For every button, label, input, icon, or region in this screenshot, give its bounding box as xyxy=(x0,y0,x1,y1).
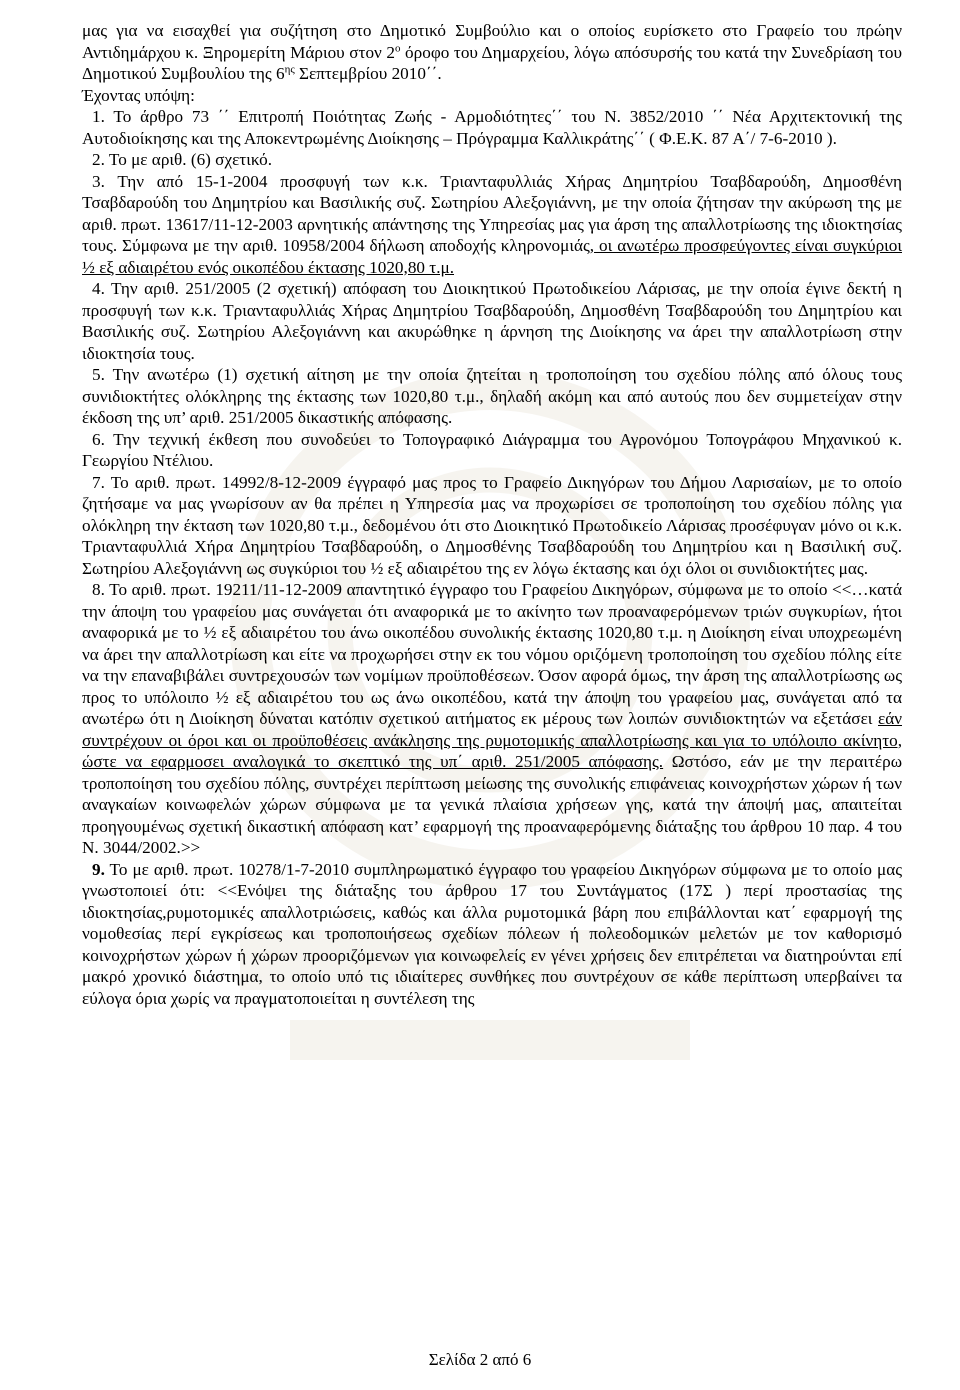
considering-label: Έχοντας υπόψη: xyxy=(82,85,195,105)
item-2: 2. Το με αριθ. (6) σχετικό. xyxy=(92,150,272,169)
item-8-text: 8. Το αριθ. πρωτ. 19211/11-12-2009 απαντητικό έγγραφο του Γραφείου Δικηγόρων, σύμφωνα με το οποίο <<…κατά την άποψη του γραφείου μας συνάγεται ότι αναφορικά με το ακίνητο των προαναφερόμενων τριών συγκυρίων, ήτοι αναφορικά με το ½ εξ αδιαιρέτου του άνω οικοπέδου συνολικής έκτασης 1020,80 τ.μ. η Διοίκηση είναι υποχρεωμένη να άρει την απαλλοτρίωση και είτε να προχωρήσει στην εκ του νόμου οριζόμενη τροποποίηση του σχεδίου πόλης είτε να την επαναβιβάλει συντρεχουσών των νομίμων προϋποθέσεων. Όσον αφορά όμως, την άρση της απαλλοτρίωσης ως προς το υπόλοιπο ½ εξ αδιαιρέτου του ως άνω οικοπέδου, κατά την άποψη του γραφείου μας, συνάγεται από τα ανωτέρω ότι η Διοίκηση δύναται κατόπιν σχετικού αιτήματος εκ μέρους των λοιπών συνιδιοκτητών να εξετάσει xyxy=(82,580,902,728)
text-line: απόσυρσής του κατά την Συνεδρίαση του Δημοτικού Συμβουλίου της 6 xyxy=(82,42,902,83)
intro-paragraph xyxy=(82,20,902,85)
item-8-underlined: εάν συντρέχουν οι όροι και οι προϋποθέσεις ανάκλησης της ρυμοτομικής απαλλοτρίωσης και για το υπόλοιπο ακίνητο, ώστε να εφαρμοσει αναλογικά το σκεπτικό της υπ΄ αριθ. 251/2005 απόφασης. xyxy=(82,709,902,771)
item-7: 7. Το αριθ. πρωτ. 14992/8-12-2009 έγγραφό μας προς το Γραφείο Δικηγόρων του Δήμου Λαρισαίων, με το οποίο ζητήσαμε να μας γνωρίσουν αν θα πρέπει η Υπηρεσία μας να προχωρίσει σε τροποποίηση του σχεδίου πόλης για ολόκληρη την έκταση των 1020,80 τ.μ., δεδομένου ότι στο Διοικητικό Πρωτοδικείο Λάρισας προσέφυγαν μόνο οι κ.κ. Τριανταφυλλιά Χήρα Δημητρίου Τσαβδαρούδη, ο Δημοσθένης Τσαβδαρούδη του Δημητρίου και η Βασιλική συζ. Σωτηρίου Αλεξογιάννη ως συγκύριοι του ½ εξ αδιαιρέτου της εν λόγω έκτασης και όχι όλοι οι συνιδιοκτήτες μας. xyxy=(82,472,902,578)
superscript: ης xyxy=(284,63,295,76)
text-line: Σεπτεμβρίου 2010΄΄. xyxy=(294,64,442,83)
item-8 xyxy=(82,579,902,859)
item-9-text: Το με αριθ. πρωτ. 10278/1-7-2010 συμπληρωματικό έγγραφο του γραφείου Δικηγόρων σύμφωνα με το οποίο μας γνωστοποιεί ότι: <<Ενόψει της διάταξης του άρθρου 17 του Συντάγματος (17Σ ) περί προστασίας της ιδιοκτησίας,ρυμοτομικές απαλλοτριώσεις, καθώς και άλλα ρυμοτομικά βάρη που επιβάλλονται κατ΄ εφαρμογή της νομοθεσίας περί εγκρίσεως και τροποποιήσεως σχεδίων πόλεων ή πολεοδομικών μελετών με τον καθορισμό κοινοχρήστων χώρων ή χώρων προοριζόμενων για κοινωφελείς εν γένει χρήσεις δεν επιτρέπεται να διατηρούνται επί μακρό χρονικό διάστημα, το οποίο υπό τις ιδιαίτερες συνθήκες που συντρέχουν σε κάθε περίπτωση υπερβαίνει τα εύλογα όρια χωρίς να πραγματοποιείται η συντέλεση της xyxy=(82,859,902,1008)
document-body xyxy=(82,20,902,1009)
item-9-number: 9. xyxy=(92,859,105,879)
text-line: μας για να εισαχθεί για συζήτηση στο Δημοτικό Συμβούλιο και ο οποίος ευρίσκετο στο Γραφείο xyxy=(82,21,815,40)
item-5: 5. Την ανωτέρω (1) σχετική αίτηση με την οποία ζητείται η τροποποίηση του σχεδίου πόλης από όλους τους συνιδιοκτήτες ολόκληρης της έκτασης των 1020,80 τ.μ., δηλαδή ακόμη και από αυτούς που δεν συμμετείχαν στην έκδοση της υπ’ αριθ. 251/2005 δικαστικής απόφασης. xyxy=(82,365,902,427)
item-3 xyxy=(82,171,902,279)
text-line: όροφο του Δημαρχείου, λόγω xyxy=(400,42,610,62)
item-3-text: 3. Την από 15-1-2004 προσφυγή των κ.κ. Τριανταφυλλιάς Χήρας Δημητρίου Τσαβδαρούδη, Δημοσθένη Τσαβδαρούδη του Δημητρίου και Βασιλικής συζ. Σωτηρίου Αλεξογιάννη, με την οποία ζήτησαν την ακύρωση της με αριθ. πρωτ. 13617/11-12-2003 αρνητικής απάντησης της Υπηρεσίας μας για άρση της απαλλοτρίωσης της ιδιοκτησίας τους. Σύμφωνα με την αριθ. 10958/2004 δήλωση αποδοχής κληρονομιάς xyxy=(82,171,902,255)
text-line: του πρώην Αντιδημάρχου κ. Ξηρομερίτη Μάριου στον 2 xyxy=(82,21,903,62)
superscript: ο xyxy=(394,41,401,54)
item-6: 6. Την τεχνική έκθεση που συνοδεύει το Τοπογραφικό Διάγραμμα του Αγρονόμου Τοπογράφου Μηχανικού κ. Γεωργίου Ντέλιου. xyxy=(82,429,902,470)
item-9 xyxy=(82,859,902,1010)
item-3-underlined: , οι ανωτέρω προσφεύγοντες είναι συγκύριοι ½ εξ αδιαιρέτου ενός οικοπέδου έκτασης 1020,80 τ.μ. xyxy=(82,236,902,277)
page-footer: Σελίδα 2 από 6 xyxy=(428,1350,532,1369)
item-4: 4. Την αριθ. 251/2005 (2 σχετική) απόφαση του Διοικητικού Πρωτοδικείου Λάρισας, με την οποία έγινε δεκτή η προσφυγή των κ.κ. Τριανταφυλλιάς Χήρας Δημητρίου Τσαβδαρούδη, Δημοσθένη Τσαβδαρούδη του Δημητρίου και Βασιλικής συζ. Σωτηρίου Αλεξογιάννη και ακυρώθηκε η άρνηση της Διοίκησης να άρει την απαλλοτρίωση στην ιδιοκτησία τους. xyxy=(82,279,902,363)
item-8-text-end: Ωστόσο, εάν με την περαιτέρω τροποποίηση του σχεδίου πόλης, συντρέχει περίπτωση μείωσης της συνολικής επιφάνειας κοινοχρήστων χώρων ή των αναγκαίων κοινωφελών χώρων σύμφωνα με τα γενικά πλαίσια χρήσεων γης, κατά την άποψή μας, απαιτείται προηγουμένως σχετική δικαστική απόφαση κατ’ εφαρμογή της προαναφερόμενης διάταξης του άρθρου 10 παρ. 4 του Ν. 3044/2002.>> xyxy=(82,752,903,857)
item-1: 1. Το άρθρο 73 ΄΄ Επιτροπή Ποιότητας Ζωής - Αρμοδιότητες΄΄ του Ν. 3852/2010 ΄΄ Νέα Αρχιτεκτονική της Αυτοδιοίκησης και της Αποκεντρωμένης Διοίκησης – Πρόγραμμα Καλλικράτης΄΄ ( Φ.Ε.Κ. 87 Α΄/ 7-6-2010 ). xyxy=(82,107,902,148)
